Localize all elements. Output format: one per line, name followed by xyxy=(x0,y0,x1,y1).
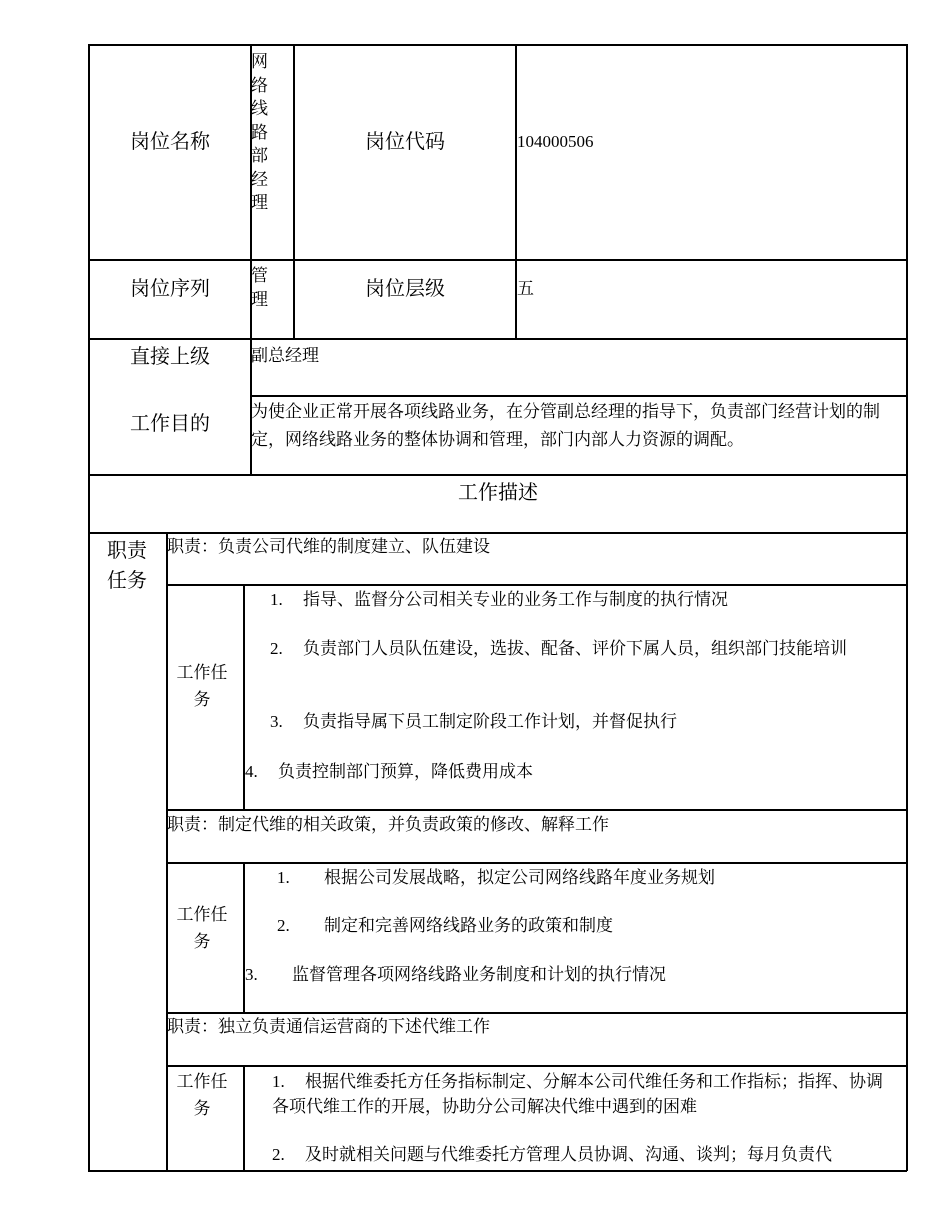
list-number: 2. xyxy=(270,639,283,658)
list-text: 负责部门人员队伍建设，选拔、配备、评价下属人员，组织部门技能培训 xyxy=(303,639,847,658)
list-item xyxy=(272,1069,890,1119)
superior-value: 副总经理 xyxy=(251,346,319,365)
list-number: 1. xyxy=(270,590,283,609)
list-text: 制定和完善网络线路业务的政策和制度 xyxy=(324,916,613,935)
row-line xyxy=(88,474,907,476)
description-title: 工作描述 xyxy=(458,482,538,504)
col-line xyxy=(243,862,245,1013)
list-number: 2. xyxy=(272,1145,285,1164)
row-line xyxy=(88,259,907,261)
position-name-value: 网络线路部经理 xyxy=(251,52,268,212)
position-code-value: 104000506 xyxy=(517,132,594,151)
list-number: 3. xyxy=(245,965,258,984)
position-level-label: 岗位层级 xyxy=(365,278,445,300)
row-line xyxy=(88,338,907,340)
list-text: 监督管理各项网络线路业务制度和计划的执行情况 xyxy=(292,965,666,984)
purpose-value: 为使企业正常开展各项线路业务，在分管副总经理的指导下，负责部门经营计划的制定，网络线路业务的整体协调和管理，部门内部人力资源的调配。 xyxy=(251,402,880,449)
list-number: 3. xyxy=(270,712,283,731)
row-line xyxy=(166,584,907,586)
list-number: 2. xyxy=(277,916,290,935)
list-item xyxy=(277,915,613,937)
purpose-label: 工作目的 xyxy=(130,413,210,435)
row-line xyxy=(166,862,907,864)
border-left xyxy=(88,44,90,1171)
list-item xyxy=(270,589,728,611)
position-name-label: 岗位名称 xyxy=(130,131,210,153)
row-line xyxy=(166,809,907,811)
list-item xyxy=(272,1144,832,1166)
position-series-label: 岗位序列 xyxy=(130,278,210,300)
position-series-value: 管理 xyxy=(251,266,268,309)
duty-3-task-label: 工作任务 xyxy=(176,1072,228,1118)
row-line xyxy=(250,395,907,397)
list-item xyxy=(277,867,715,889)
col-line xyxy=(243,1065,245,1171)
list-number: 1. xyxy=(272,1072,285,1091)
list-number: 1. xyxy=(277,868,290,887)
list-item xyxy=(245,964,666,986)
position-code-label: 岗位代码 xyxy=(365,131,445,153)
list-item xyxy=(270,636,888,661)
border-right xyxy=(906,44,908,1171)
list-text: 负责指导属下员工制定阶段工作计划，并督促执行 xyxy=(303,712,677,731)
list-item xyxy=(270,711,677,733)
duty-2-title: 职责：制定代维的相关政策，并负责政策的修改、解释工作 xyxy=(167,815,609,834)
duty-1-task-label: 工作任务 xyxy=(176,663,228,709)
col-line xyxy=(166,532,168,1171)
list-text: 根据公司发展战略，拟定公司网络线路年度业务规划 xyxy=(324,868,715,887)
duty-3-title: 职责：独立负责通信运营商的下述代维工作 xyxy=(167,1017,490,1036)
superior-label: 直接上级 xyxy=(130,346,210,368)
row-line xyxy=(166,1012,907,1014)
border-bottom xyxy=(88,1170,907,1172)
row-line xyxy=(88,532,907,534)
row-line xyxy=(166,1065,907,1067)
duty-1-title: 职责：负责公司代维的制度建立、队伍建设 xyxy=(167,537,490,556)
list-text: 指导、监督分公司相关专业的业务工作与制度的执行情况 xyxy=(303,590,728,609)
border-top xyxy=(88,44,907,46)
list-text: 及时就相关问题与代维委托方管理人员协调、沟通、谈判；每月负责代 xyxy=(305,1145,832,1164)
list-text: 根据代维委托方任务指标制定、分解本公司代维任务和工作指标；指挥、协调各项代维工作的开展，协助分公司解决代维中遇到的困难 xyxy=(272,1072,883,1116)
list-item xyxy=(245,761,533,783)
duties-label: 职责任务 xyxy=(107,540,147,592)
list-text: 负责控制部门预算，降低费用成本 xyxy=(278,762,533,781)
position-level-value: 五 xyxy=(517,279,534,298)
list-number: 4. xyxy=(245,762,258,781)
duty-2-task-label: 工作任务 xyxy=(176,905,228,951)
